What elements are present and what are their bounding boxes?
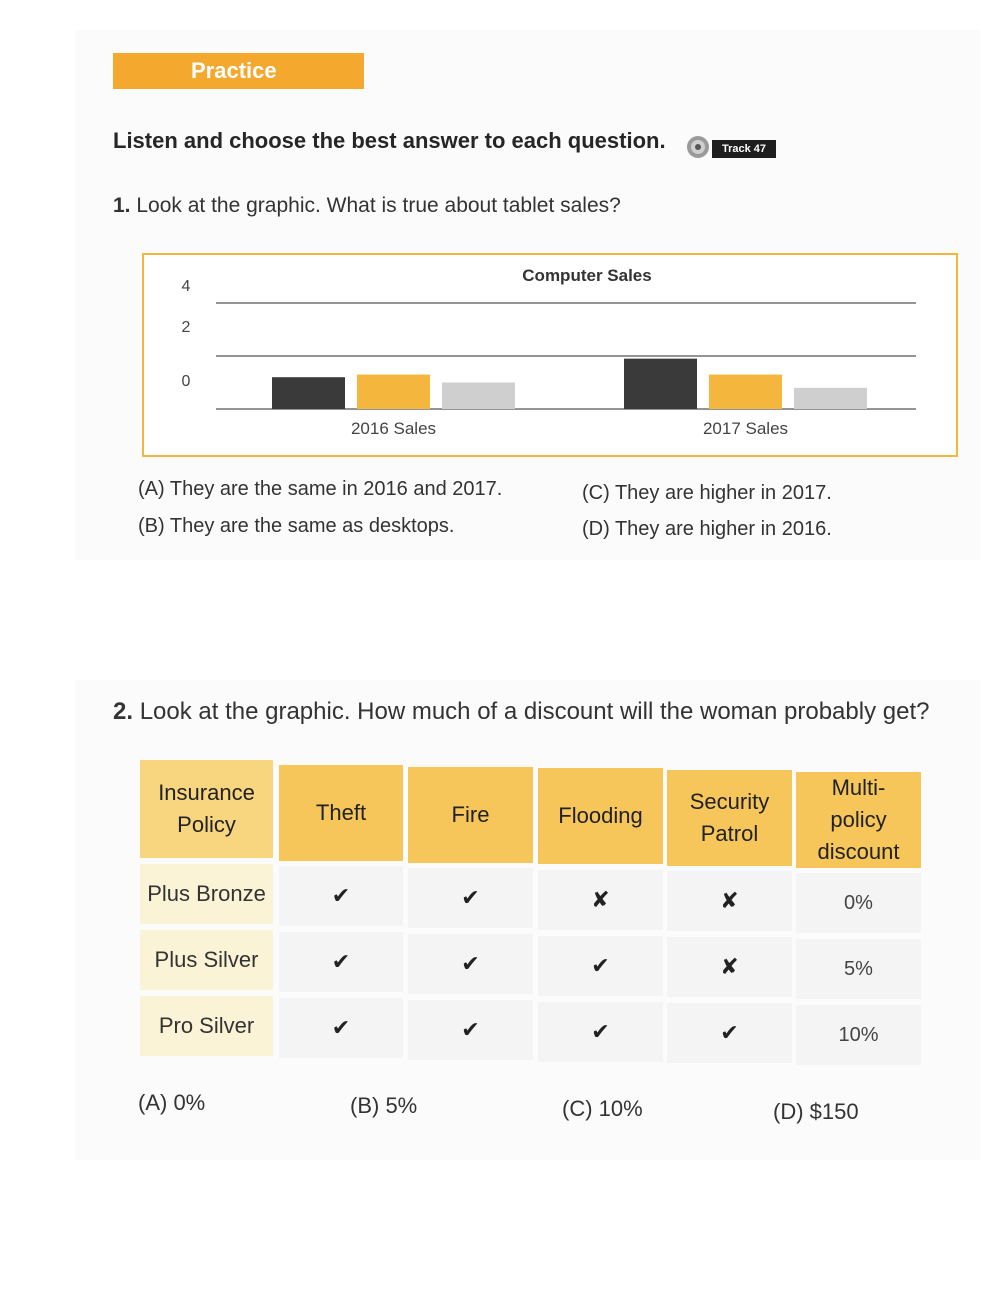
cell-plus-silver-theft: ✔ bbox=[279, 932, 403, 992]
bar-laptops-2016 bbox=[357, 375, 430, 409]
cell-plus-bronze-fire: ✔ bbox=[408, 868, 533, 928]
q2-answer-a[interactable]: (A) 0% bbox=[138, 1090, 206, 1115]
cell-plus-silver-flooding: ✔ bbox=[538, 936, 663, 996]
category-label-2017: 2017 Sales bbox=[702, 419, 789, 438]
cell-plus-bronze-discount: 0% bbox=[796, 873, 921, 933]
header-flooding: Flooding bbox=[538, 768, 663, 864]
track-badge[interactable]: Track 47 bbox=[712, 140, 776, 158]
audio-cd-icon[interactable] bbox=[686, 135, 710, 159]
computer-sales-chart bbox=[142, 253, 958, 457]
row-label-pro-silver: Pro Silver bbox=[140, 996, 273, 1056]
bar-laptops-2017 bbox=[709, 375, 782, 409]
cell-plus-silver-discount: 5% bbox=[796, 939, 921, 999]
question-2 bbox=[113, 698, 929, 726]
y-tick-label-4: 4 bbox=[181, 278, 191, 295]
header-multi-policy-label: Multi-policy discount bbox=[817, 775, 900, 864]
header-security-patrol-label: Security Patrol bbox=[689, 789, 770, 846]
cell-pro-silver-discount: 10% bbox=[796, 1005, 921, 1065]
y-tick-label-2: 2 bbox=[181, 319, 191, 336]
bar-tablets-2016 bbox=[442, 383, 515, 410]
bar-desktops-2017 bbox=[624, 359, 697, 409]
chart-svg bbox=[144, 255, 956, 455]
cell-pro-silver-fire: ✔ bbox=[408, 1000, 533, 1060]
cell-plus-silver-security: ✘ bbox=[667, 937, 792, 997]
header-insurance-policy: Insurance Policy bbox=[140, 760, 273, 858]
cell-pro-silver-flooding: ✔ bbox=[538, 1002, 663, 1062]
cell-pro-silver-theft: ✔ bbox=[279, 998, 403, 1058]
header-multi-policy-discount bbox=[796, 772, 921, 868]
cell-plus-silver-fire: ✔ bbox=[408, 934, 533, 994]
question-1-number: 1. bbox=[113, 194, 131, 217]
q1-answer-c[interactable]: (C) They are higher in 2017. bbox=[582, 482, 832, 504]
q2-answer-d[interactable]: (D) $150 bbox=[773, 1099, 859, 1124]
category-label-2016: 2016 Sales bbox=[350, 419, 437, 438]
q2-answer-c[interactable]: (C) 10% bbox=[562, 1096, 643, 1121]
q2-answer-b[interactable]: (B) 5% bbox=[350, 1093, 418, 1118]
question-1-text: Look at the graphic. What is true about tablet sales? bbox=[136, 194, 621, 217]
row-label-plus-bronze: Plus Bronze bbox=[140, 864, 273, 924]
instruction-text: Listen and choose the best answer to each question. bbox=[113, 128, 666, 153]
header-security-patrol bbox=[667, 770, 792, 866]
cell-pro-silver-security: ✔ bbox=[667, 1003, 792, 1063]
chart-title: Computer Sales bbox=[522, 266, 652, 285]
y-tick-label-0: 0 bbox=[181, 373, 191, 390]
bar-tablets-2017 bbox=[794, 388, 867, 409]
q1-answer-d[interactable]: (D) They are higher in 2016. bbox=[582, 518, 832, 540]
practice-tab: Practice bbox=[113, 53, 364, 89]
question-2-text: Look at the graphic. How much of a discount will the woman probably get? bbox=[139, 698, 930, 725]
question-2-number: 2. bbox=[113, 698, 134, 725]
cell-plus-bronze-flooding: ✘ bbox=[538, 870, 663, 930]
cell-plus-bronze-security: ✘ bbox=[667, 871, 792, 931]
cell-plus-bronze-theft: ✔ bbox=[279, 866, 403, 926]
bar-desktops-2016 bbox=[272, 377, 345, 409]
question-1 bbox=[113, 194, 621, 218]
header-theft: Theft bbox=[279, 765, 403, 861]
header-fire: Fire bbox=[408, 767, 533, 863]
q1-answer-b[interactable]: (B) They are the same as desktops. bbox=[138, 515, 455, 537]
q1-answer-a[interactable]: (A) They are the same in 2016 and 2017. bbox=[138, 478, 503, 500]
row-label-plus-silver: Plus Silver bbox=[140, 930, 273, 990]
